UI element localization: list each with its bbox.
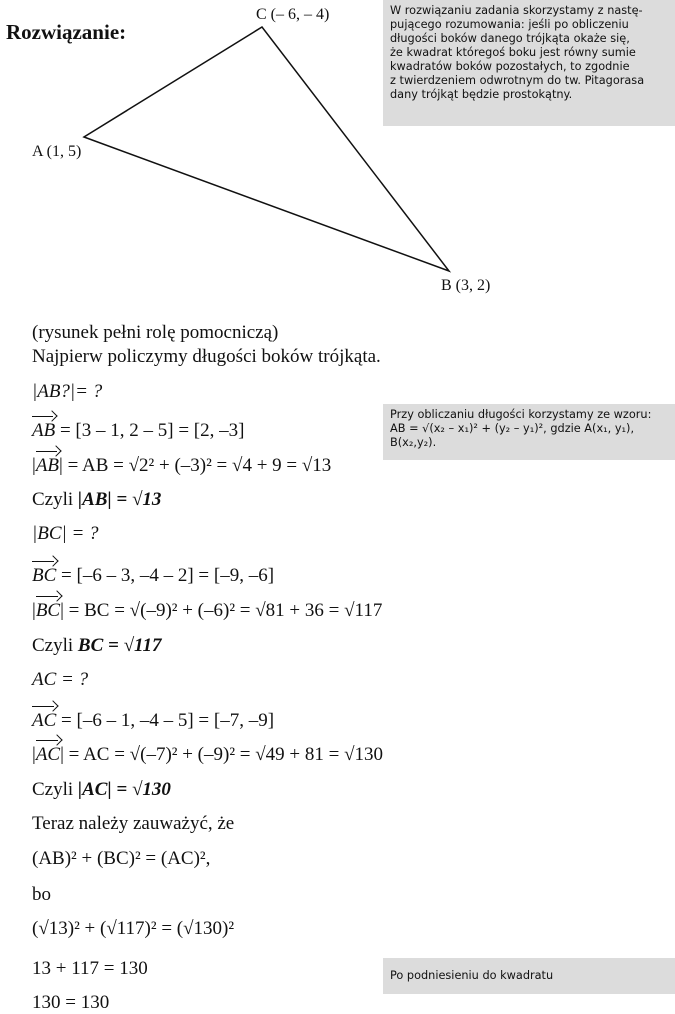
pythagoras-equation: (AB)² + (BC)² = (AC)², <box>32 848 211 869</box>
vertex-c-label: C (– 6, – 4) <box>256 6 330 23</box>
vector-ac-symbol: AC <box>35 744 61 765</box>
vector-bc-symbol: BC <box>35 600 61 621</box>
observation-line: Teraz należy zauważyć, że <box>32 813 235 834</box>
sum-equation: 13 + 117 = 130 <box>32 958 148 979</box>
bc-vector-value: = [–6 – 3, –4 – 2] = [–9, –6] <box>61 565 275 586</box>
note-line: kwadratów boków pozostałych, to zgodnie <box>390 60 630 73</box>
note-line: z twierdzeniem odwrotnym do tw. Pitagorasa <box>390 74 645 87</box>
square-note <box>383 958 675 994</box>
ac-length-line: |AC| = AC = √(–7)² + (–9)² = √49 + 81 = √130 <box>32 744 384 765</box>
ab-result-prefix: Czyli <box>32 489 78 510</box>
ab-vector-line <box>32 420 244 442</box>
because-word: bo <box>32 884 51 905</box>
vertex-a-label: A (1, 5) <box>32 143 82 160</box>
vertex-b-label: B (3, 2) <box>441 277 491 294</box>
bc-question: |BC| = ? <box>32 523 99 544</box>
ac-result-line <box>32 779 171 801</box>
ac-vector-value: = [–6 – 1, –4 – 5] = [–7, –9] <box>61 710 275 731</box>
intro-line-2: Najpierw policzymy długości boków trójkąta. <box>32 346 381 367</box>
bc-result-value: BC = √117 <box>77 635 162 656</box>
vector-ab-symbol: AB <box>35 455 60 476</box>
ab-result-value: |AB| = √13 <box>77 489 162 510</box>
square-note-text: Po podniesieniu do kwadratu <box>390 969 554 982</box>
ab-vector-value: = [3 – 1, 2 – 5] = [2, –3] <box>59 420 245 441</box>
ac-result-prefix: Czyli <box>32 779 78 800</box>
vector-ab-symbol: AB <box>32 420 56 441</box>
ac-length-value: = AC = √(–7)² + (–9)² = √49 + 81 = √130 <box>68 744 384 765</box>
ac-vector-line <box>32 710 274 732</box>
note-line: długości boków danego trójkąta okaże się, <box>390 32 630 45</box>
solution-title: Rozwiązanie: <box>6 20 127 44</box>
squares-equation: (√13)² + (√117)² = (√130)² <box>32 918 235 939</box>
bc-vector-line <box>32 565 274 587</box>
reasoning-note <box>383 0 675 126</box>
ab-length-value: = AB = √2² + (–3)² = √4 + 9 = √13 <box>67 455 332 476</box>
note-line: pującego rozumowania: jeśli po obliczeniu <box>390 18 629 31</box>
bc-result-prefix: Czyli <box>32 635 78 656</box>
formula-note-line: B(x₂,y₂). <box>390 436 437 449</box>
intro-line-1: (rysunek pełni rolę pomocniczą) <box>32 322 279 343</box>
bc-result-line <box>32 635 161 657</box>
note-line: dany trójkąt będzie prostokątny. <box>390 88 573 101</box>
ab-question: |AB?|= ? <box>32 381 103 402</box>
note-line: W rozwiązaniu zadania skorzystamy z nastę- <box>390 4 643 17</box>
final-equation: 130 = 130 <box>32 992 110 1013</box>
ac-question: AC = ? <box>32 669 89 690</box>
formula-note-line: AB = √(x₂ – x₁)² + (y₂ – y₁)², gdzie A(x₁, y₁), <box>390 422 635 435</box>
bc-length-value: = BC = √(–9)² + (–6)² = √81 + 36 = √117 <box>68 600 383 621</box>
note-line: że kwadrat któregoś boku jest równy sumie <box>390 46 636 59</box>
vector-ac-symbol: AC <box>32 710 57 731</box>
formula-note-line: Przy obliczaniu długości korzystamy ze wzoru: <box>390 408 652 421</box>
formula-note <box>383 404 675 460</box>
ab-length-line: |AB| = AB = √2² + (–3)² = √4 + 9 = √13 <box>32 455 332 476</box>
bc-length-line: |BC| = BC = √(–9)² + (–6)² = √81 + 36 = √117 <box>32 600 383 621</box>
ac-result-value: |AC| = √130 <box>77 779 171 800</box>
vector-bc-symbol: BC <box>32 565 57 586</box>
ab-result-line <box>32 489 161 511</box>
